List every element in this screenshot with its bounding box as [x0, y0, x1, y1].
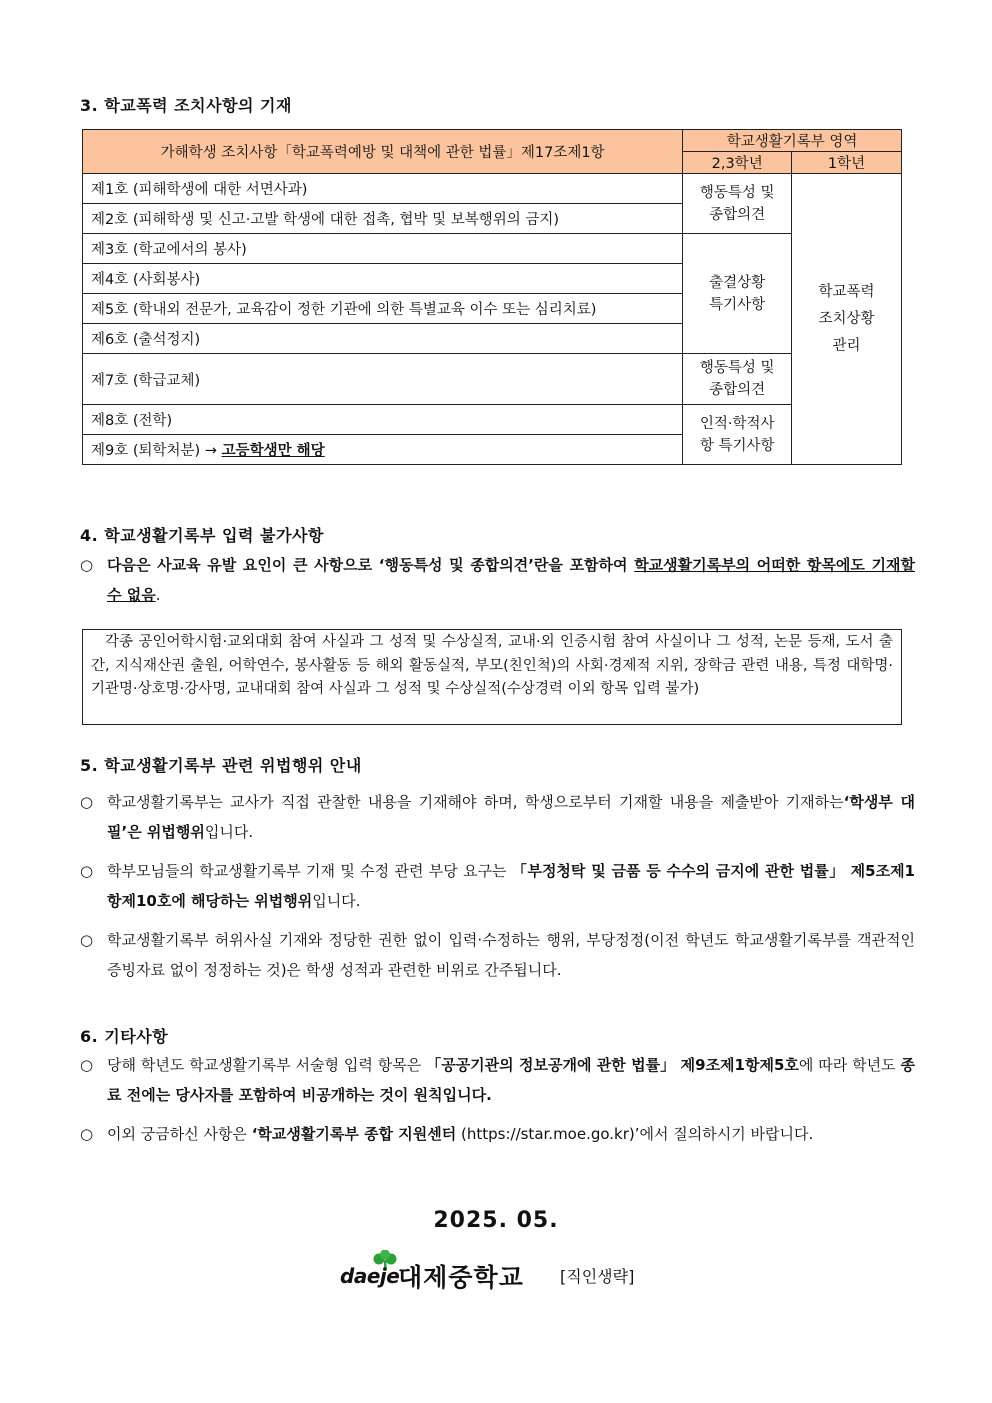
section6-heading: 6. 기타사항: [80, 1027, 169, 1046]
issue-date: 2025. 05.: [433, 1208, 559, 1233]
section6-paragraph-1: ○ 당해 학년도 학교생활기록부 서술형 입력 항목은 「공공기관의 정보공개에 관한 법률」 제9조제1항제5호에 따라 학년도 종료 전에는 당사자를 포함하여 비공개하는 것이 원칙입니다.: [80, 1050, 915, 1110]
area-behavior-opinion-7: 행동특성 및 종합의견: [683, 354, 792, 405]
section5-paragraph-2: ○ 학부모님들의 학교생활기록부 기재 및 수정 관련 부당 요구는 「부정청탁 및 금품 등 수수의 금지에 관한 법률」 제5조제1항제10호에 해당하는 위법행위입니다.: [80, 856, 915, 916]
area-behavior-opinion: 행동특성 및 종합의견: [683, 174, 792, 234]
school-signature: [340, 1254, 660, 1294]
section5-heading: 5. 학교생활기록부 관련 위법행위 안내: [80, 756, 362, 775]
table-header-grade1: 1학년: [792, 152, 902, 174]
section3-heading: 3. 학교폭력 조치사항의 기재: [80, 96, 292, 115]
table-row: 제1호 (피해학생에 대한 서면사과): [83, 174, 683, 204]
table-row: 제2호 (피해학생 및 신고·고발 학생에 대한 접촉, 협박 및 보복행위의 금지): [83, 204, 683, 234]
table-header-grade23: 2,3학년: [683, 152, 792, 174]
section4-paragraph: ○ 다음은 사교육 유발 요인이 큰 사항으로 ‘행동특성 및 종합의견’란을 포함하여 학교생활기록부의 어떠한 항목에도 기재할 수 없음.: [80, 550, 915, 610]
table-row: 제5호 (학내외 전문가, 교육감이 정한 기관에 의한 특별교육 이수 또는 심리치료): [83, 294, 683, 324]
disciplinary-measures-table: [82, 129, 902, 465]
table-header-measures: 가해학생 조치사항「학교폭력예방 및 대책에 관한 법률」제17조제1항: [83, 130, 683, 174]
logo-wordmark: daeje: [340, 1264, 400, 1288]
table-row: 제7호 (학급교체): [83, 354, 683, 405]
table-row: 제6호 (출석정지): [83, 324, 683, 354]
table-row: 제8호 (전학): [83, 405, 683, 435]
bullet-icon: ○: [80, 556, 94, 574]
section4-heading: 4. 학교생활기록부 입력 불가사항: [80, 526, 324, 545]
area-attendance: 출결상황 특기사항: [683, 234, 792, 354]
seal-omitted-note: [직인생략]: [560, 1267, 635, 1286]
table-row: 제3호 (학교에서의 봉사): [83, 234, 683, 264]
table-row-9: 제9호 (퇴학처분) → 고등학생만 해당: [83, 435, 683, 465]
section6-paragraph-2: ○ 이외 궁금하신 사항은 ‘학교생활기록부 종합 지원센터 (https://star.moe.go.kr)’에서 질의하시기 바랍니다.: [80, 1119, 915, 1149]
bullet-icon: ○: [80, 862, 94, 880]
table-row: 제4호 (사회봉사): [83, 264, 683, 294]
section5-paragraph-3: ○ 학교생활기록부 허위사실 기재와 정당한 권한 없이 입력·수정하는 행위, 부당정정(이전 학년도 학교생활기록부를 객관적인 증빙자료 없이 정정하는 것)은 학생 성적과 관련한 비위로 간주됩니다.: [80, 925, 915, 985]
bullet-icon: ○: [80, 1125, 94, 1143]
bullet-icon: ○: [80, 793, 94, 811]
school-name: 대제중학교: [398, 1263, 524, 1292]
grade1-area: 학교폭력 조치상황 관리: [792, 174, 902, 465]
area-personal-records: 인적·학적사 항 특기사항: [683, 405, 792, 465]
bullet-icon: ○: [80, 931, 94, 949]
section5-paragraph-1: ○ 학교생활기록부는 교사가 직접 관찰한 내용을 기재해야 하며, 학생으로부터 기재할 내용을 제출받아 기재하는‘학생부 대필’은 위법행위입니다.: [80, 787, 915, 847]
bullet-icon: ○: [80, 1056, 94, 1074]
prohibited-items-box: 각종 공인어학시험·교외대회 참여 사실과 그 성적 및 수상실적, 교내·외 인증시험 참여 사실이나 그 성적, 논문 등재, 도서 출간, 지식재산권 출원, 어학연수, 봉사활동 등 해외 활동실적, 부모(친인척)의 사회·경제적 지위, 장학금 관련 내용, 특정 대학명·기관명·상호명·강사명, 교내대회 참여 사실과 그 성적 및 수상실적(수상경력 이외 항목 입력 불가): [82, 629, 902, 725]
table-header-area: 학교생활기록부 영역: [683, 130, 902, 152]
